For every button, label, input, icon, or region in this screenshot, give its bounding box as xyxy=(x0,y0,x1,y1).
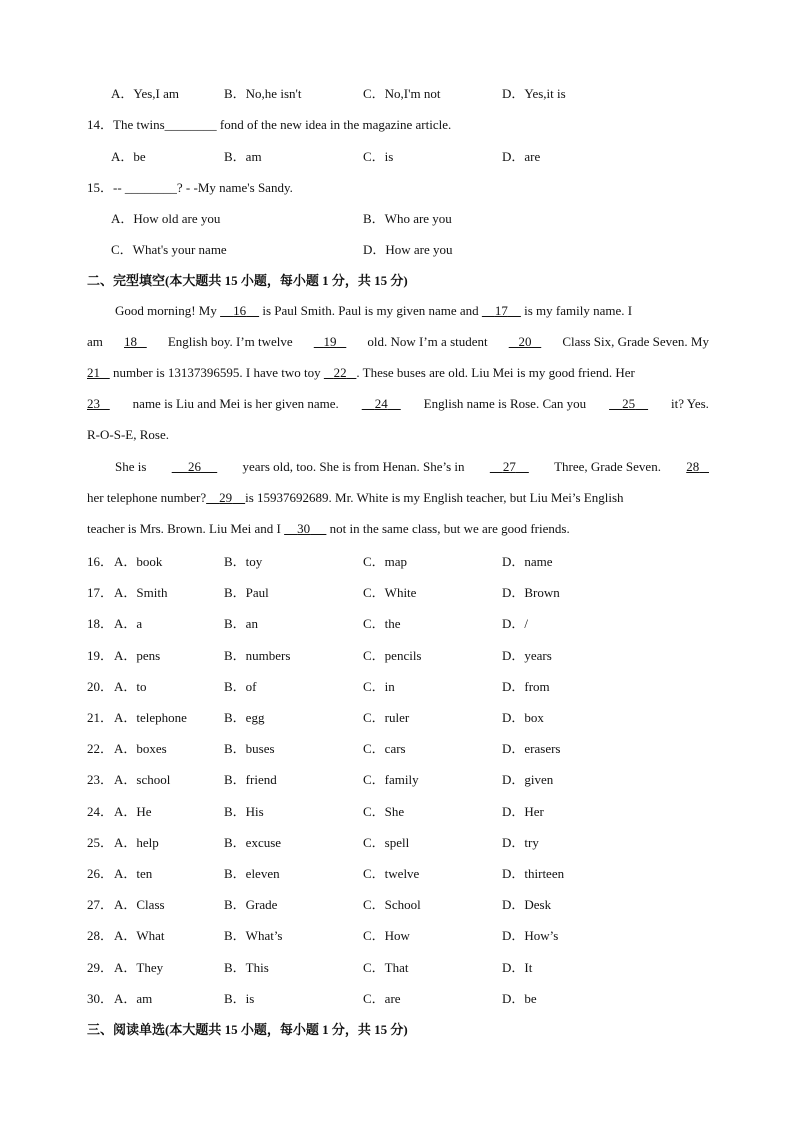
section-3-title: 三、阅读单选(本大题共 15 小题，每小题 1 分，共 15 分) xyxy=(87,1022,408,1037)
option-c: C．No,I'm not xyxy=(363,86,441,101)
option-b: B．am xyxy=(224,149,262,164)
option-d: D．thirteen xyxy=(502,866,565,881)
option-a: A．Class xyxy=(114,897,165,913)
option-b: B．eleven xyxy=(224,866,280,881)
option-b: B．is xyxy=(224,990,255,1006)
option-d: D．from xyxy=(502,678,550,694)
option-a: A．a xyxy=(114,616,143,632)
option-b: B．numbers xyxy=(224,647,291,663)
option-d: D．try xyxy=(502,834,539,850)
option-d: D．Brown xyxy=(502,585,560,601)
option-d: D．box xyxy=(502,710,544,725)
passage-line: R-O-S-E, Rose. xyxy=(87,427,169,442)
option-d: D．are xyxy=(502,149,541,164)
question-stem: 14．The twins________ fond of the new idea in the magazine article. xyxy=(87,117,452,132)
option-a: A．ten xyxy=(114,866,153,881)
passage-line: Good morning! My 16 is Paul Smith. Paul is my given name and 17 is my family name. I xyxy=(115,303,633,318)
option-c: C．are xyxy=(363,990,401,1006)
option-c: C．spell xyxy=(363,834,410,850)
question-number: 28． xyxy=(87,928,114,944)
passage-line: She is 26 years old, too. She is from Henan. She’s in 27 Three, Grade Seven. 28 xyxy=(115,459,700,474)
option-b: B．egg xyxy=(224,710,265,725)
option-b: B．His xyxy=(224,803,264,819)
option-c: C．She xyxy=(363,803,405,819)
question-number: 30． xyxy=(87,990,114,1006)
option-d: D．It xyxy=(502,959,533,975)
question-number: 23． xyxy=(87,772,114,788)
option-d: D．years xyxy=(502,647,552,663)
option-b: B．This xyxy=(224,959,269,975)
question-number: 19． xyxy=(87,647,114,663)
option-c: C．That xyxy=(363,959,409,975)
question-number: 29． xyxy=(87,959,114,975)
passage-line: am 18 English boy. I’m twelve 19 old. Now I’m a student 20 Class Six, Grade Seven. My xyxy=(87,334,709,349)
option-b: B．toy xyxy=(224,554,263,569)
question-number: 17． xyxy=(87,585,114,601)
option-d: D．Yes,it is xyxy=(502,86,566,101)
option-b: B．Paul xyxy=(224,585,269,601)
option-d: D．name xyxy=(502,554,553,569)
option-a: A．They xyxy=(114,959,164,975)
option-a: A．am xyxy=(114,990,153,1006)
option-c: C．is xyxy=(363,149,394,164)
option-c: C．School xyxy=(363,897,421,913)
option-c: C．family xyxy=(363,772,419,788)
option-a: A．book xyxy=(114,554,163,569)
option-c: C．cars xyxy=(363,741,406,757)
option-c: C．pencils xyxy=(363,647,422,663)
question-stem: 15．-- ________? - -My name's Sandy. xyxy=(87,180,293,195)
option-d: D．/ xyxy=(502,616,529,632)
option-c: C．in xyxy=(363,678,395,694)
question-number: 20． xyxy=(87,678,114,694)
option-d: D．How’s xyxy=(502,928,559,944)
option-d: D．Desk xyxy=(502,897,552,913)
option-a: A．Yes,I am xyxy=(111,86,180,101)
option-d: D．Her xyxy=(502,803,544,819)
option-b: B．friend xyxy=(224,772,277,788)
question-number: 18． xyxy=(87,616,114,632)
passage-line: teacher is Mrs. Brown. Liu Mei and I 30 not in the same class, but we are good friends. xyxy=(87,521,570,536)
option-c: C．What's your name xyxy=(111,242,227,257)
option-d: D．erasers xyxy=(502,741,561,757)
question-number: 25． xyxy=(87,834,114,850)
question-number: 22． xyxy=(87,741,114,757)
option-b: B．of xyxy=(224,678,257,694)
passage-line: 21 number is 13137396595. I have two toy 22 . These buses are old. Liu Mei is my good friend. Her xyxy=(87,365,635,380)
option-a: A．to xyxy=(114,678,147,694)
option-d: D．be xyxy=(502,990,537,1006)
option-a: A．be xyxy=(111,149,146,164)
option-a: A．Smith xyxy=(114,585,168,601)
question-number: 21． xyxy=(87,710,114,725)
option-b: B．buses xyxy=(224,741,275,757)
question-number: 27． xyxy=(87,897,114,913)
option-c: C．ruler xyxy=(363,710,410,725)
passage-line: her telephone number? 29 is 15937692689. Mr. White is my English teacher, but Liu Mei’s English xyxy=(87,490,624,505)
question-number: 16． xyxy=(87,554,114,569)
option-a: A．How old are you xyxy=(111,211,221,226)
option-b: B．an xyxy=(224,616,258,632)
option-a: A．help xyxy=(114,834,159,850)
option-c: C．map xyxy=(363,554,408,569)
option-a: A．What xyxy=(114,928,165,944)
option-a: A．boxes xyxy=(114,741,167,757)
option-b: B．What’s xyxy=(224,928,283,944)
option-b: B．Grade xyxy=(224,897,278,913)
option-b: B．excuse xyxy=(224,834,282,850)
option-a: A．He xyxy=(114,803,152,819)
option-b: B．Who are you xyxy=(363,211,452,226)
option-d: D．given xyxy=(502,772,554,788)
option-a: A．telephone xyxy=(114,710,187,725)
section-2-title: 二、完型填空(本大题共 15 小题，每小题 1 分，共 15 分) xyxy=(87,273,408,288)
option-d: D．How are you xyxy=(363,242,453,257)
passage-line: 23 name is Liu and Mei is her given name. 24 English name is Rose. Can you 25 it? Yes. xyxy=(87,396,709,411)
option-c: C．the xyxy=(363,616,401,632)
option-c: C．twelve xyxy=(363,866,420,881)
option-b: B．No,he isn't xyxy=(224,86,302,101)
option-a: A．school xyxy=(114,772,171,788)
question-number: 26． xyxy=(87,866,114,881)
question-number: 24． xyxy=(87,803,114,819)
option-a: A．pens xyxy=(114,647,161,663)
option-c: C．White xyxy=(363,585,417,601)
option-c: C．How xyxy=(363,928,410,944)
